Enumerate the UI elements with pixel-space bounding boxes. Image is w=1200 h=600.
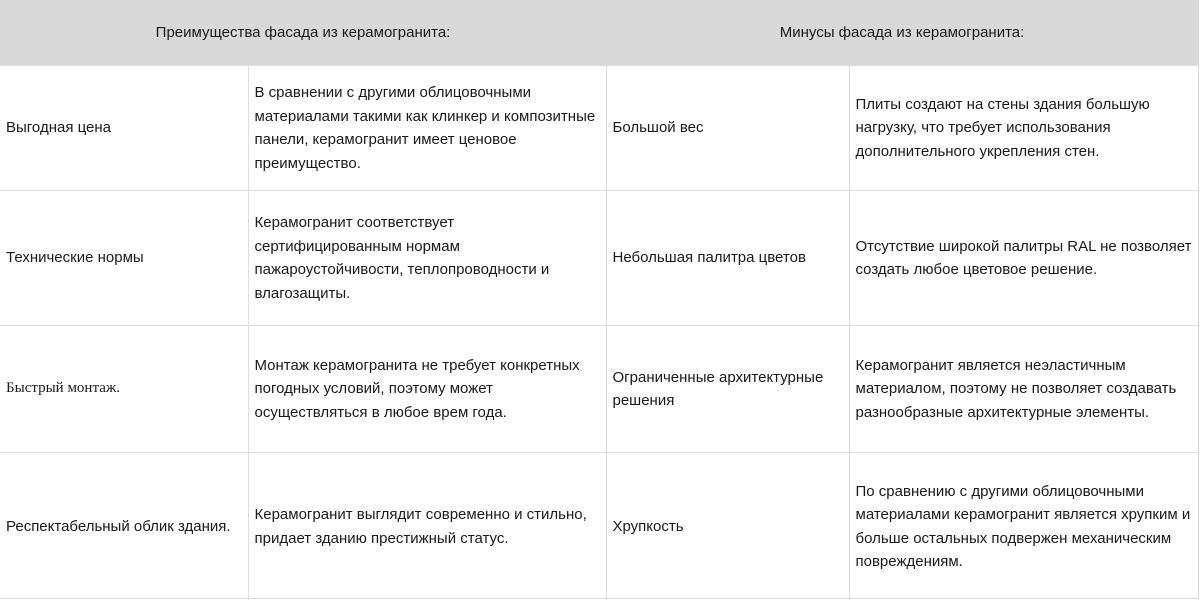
table-row	[0, 191, 1198, 326]
table-row	[0, 326, 1198, 453]
disadvantage-cell: Небольшая палитра цветов	[606, 191, 849, 326]
disadvantage-cell: Большой вес	[606, 66, 849, 191]
disadvantage-description-cell: Отсутствие широкой палитры RAL не позволяет создать любое цветовое решение.	[849, 191, 1198, 326]
advantage-cell: Респектабельный облик здания.	[0, 453, 248, 600]
advantage-cell: Технические нормы	[0, 191, 248, 326]
disadvantage-cell: Ограниченные архитектурные решения	[606, 326, 849, 453]
disadvantage-cell: Хрупкость	[606, 453, 849, 600]
advantages-header: Преимущества фасада из керамогранита:	[0, 0, 606, 66]
disadvantage-description-cell: Керамогранит является неэластичным материалом, поэтому не позволяет создавать разнообразные архитектурные элементы.	[849, 326, 1198, 453]
advantage-cell: Быстрый монтаж.	[0, 326, 248, 453]
advantage-description-cell: Керамогранит соответствует сертифицированным нормам пажароустойчивости, теплопроводности и влагозащиты.	[248, 191, 606, 326]
disadvantage-description-cell: По сравнению с другими облицовочными материалами керамогранит является хрупким и больше остальных подвержен механическим повреждениям.	[849, 453, 1198, 600]
advantage-cell: Выгодная цена	[0, 66, 248, 191]
advantage-description-cell: Монтаж керамогранита не требует конкретных погодных условий, поэтому может осуществляться в любое врем года.	[248, 326, 606, 453]
advantage-description-cell: Керамогранит выглядит современно и стильно, придает зданию престижный статус.	[248, 453, 606, 600]
table-row	[0, 453, 1198, 600]
table-header-row	[0, 0, 1198, 66]
table-row	[0, 66, 1198, 191]
disadvantages-header: Минусы фасада из керамогранита:	[606, 0, 1198, 66]
advantage-description-cell: В сравнении с другими облицовочными материалами такими как клинкер и композитные панели, керамогранит имеет ценовое преимущество.	[248, 66, 606, 191]
disadvantage-description-cell: Плиты создают на стены здания большую нагрузку, что требует использования дополнительного укрепления стен.	[849, 66, 1198, 191]
